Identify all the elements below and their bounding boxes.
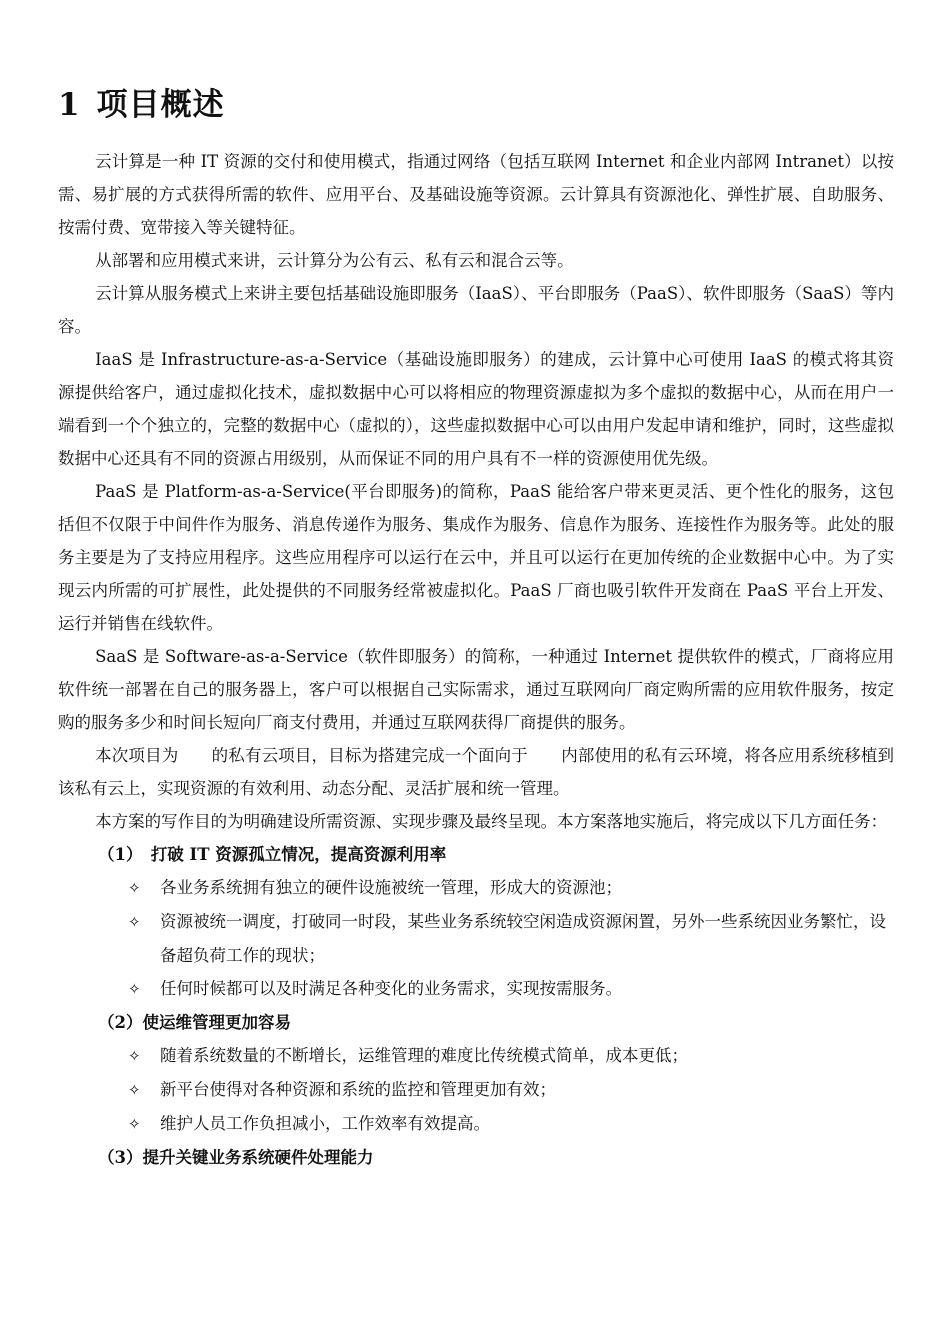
task-list: [58, 1039, 894, 1141]
bullet-icon: ✧: [128, 879, 141, 897]
list-item-text: 各业务系统拥有独立的硬件设施被统一管理，形成大的资源池；: [160, 878, 622, 897]
bullet-icon: ✧: [128, 980, 141, 998]
paragraph: 从部署和应用模式来讲，云计算分为公有云、私有云和混合云等。: [95, 251, 574, 270]
task-heading: （3）提升关键业务系统硬件处理能力: [98, 1148, 374, 1167]
list-item: [58, 1039, 894, 1073]
paragraph: PaaS 是 Platform-as-a-Service(平台即服务)的简称，PaaS 能给客户带来更灵活、更个性化的服务，这包括但不仅限于中间件作为服务、消息传递作为服务、集成作为服务、信息作为服务、连接性作为服务等。此处的服务主要是为了支持应用程序。这些应用程序可以运行在云中，并且可以运行在更加传统的企业数据中心中。为了实现云内所需的可扩展性，此处提供的不同服务经常被虚拟化。PaaS 厂商也吸引软件开发商在 PaaS 平台上开发、运行并销售在线软件。: [58, 482, 894, 633]
paragraph: SaaS 是 Software-as-a-Service（软件即服务）的简称，一种通过 Internet 提供软件的模式，厂商将应用软件统一部署在自己的服务器上，客户可以根据自己实际需求，通过互联网向厂商定购所需的应用软件服务，按定购的服务多少和时间长短向厂商支付费用，并通过互联网获得厂商提供的服务。: [58, 647, 894, 732]
paragraph: 本次项目为 的私有云项目，目标为搭建完成一个面向于 内部使用的私有云环境，将各应用系统移植到该私有云上，实现资源的有效利用、动态分配、灵活扩展和统一管理。: [58, 746, 894, 798]
list-item: [58, 972, 894, 1006]
task-heading: （2）使运维管理更加容易: [98, 1013, 291, 1032]
list-item-text: 资源被统一调度，打破同一时段，某些业务系统较空闲造成资源闲置，另外一些系统因业务繁忙，设备超负荷工作的现状；: [160, 912, 886, 965]
section-title: 项目概述: [96, 86, 225, 123]
bullet-icon: ✧: [128, 1115, 141, 1133]
list-item: [58, 1073, 894, 1107]
paragraph: 本方案的写作目的为明确建设所需资源、实现步骤及最终呈现。本方案落地实施后，将完成以下几方面任务：: [95, 812, 888, 831]
list-item-text: 任何时候都可以及时满足各种变化的业务需求，实现按需服务。: [160, 979, 622, 998]
list-item: [58, 905, 894, 972]
section-number: 1: [58, 86, 81, 123]
list-item-text: 维护人员工作负担减小，工作效率有效提高。: [160, 1114, 490, 1133]
bullet-icon: ✧: [128, 1047, 141, 1065]
bullet-icon: ✧: [128, 1081, 141, 1099]
bullet-icon: ✧: [128, 913, 141, 931]
list-item-text: 随着系统数量的不断增长，运维管理的难度比传统模式简单，成本更低；: [160, 1046, 688, 1065]
list-item: [58, 1107, 894, 1141]
task-list: [58, 871, 894, 1006]
document-body: [58, 145, 894, 1174]
paragraph: 云计算从服务模式上来讲主要包括基础设施即服务（IaaS）、平台即服务（PaaS）、软件即服务（SaaS）等内容。: [58, 284, 894, 336]
paragraph: IaaS 是 Infrastructure-as-a-Service（基础设施即服务）的建成，云计算中心可使用 IaaS 的模式将其资源提供给客户，通过虚拟化技术，虚拟数据中心可以将相应的物理资源虚拟为多个虚拟的数据中心，从而在用户一端看到一个个独立的，完整的数据中心（虚拟的），这些虚拟数据中心可以由用户发起申请和维护，同时，这些虚拟数据中心还具有不同的资源占用级别，从而保证不同的用户具有不一样的资源使用优先级。: [58, 350, 894, 468]
list-item: [58, 871, 894, 905]
task-heading: （1） 打破 IT 资源孤立情况，提高资源利用率: [98, 845, 447, 864]
section-heading: [58, 79, 225, 124]
paragraph: 云计算是一种 IT 资源的交付和使用模式，指通过网络（包括互联网 Internet 和企业内部网 Intranet）以按需、易扩展的方式获得所需的软件、应用平台、及基础设施等资源。云计算具有资源池化、弹性扩展、自助服务、按需付费、宽带接入等关键特征。: [58, 152, 894, 237]
list-item-text: 新平台使得对各种资源和系统的监控和管理更加有效；: [160, 1080, 556, 1099]
